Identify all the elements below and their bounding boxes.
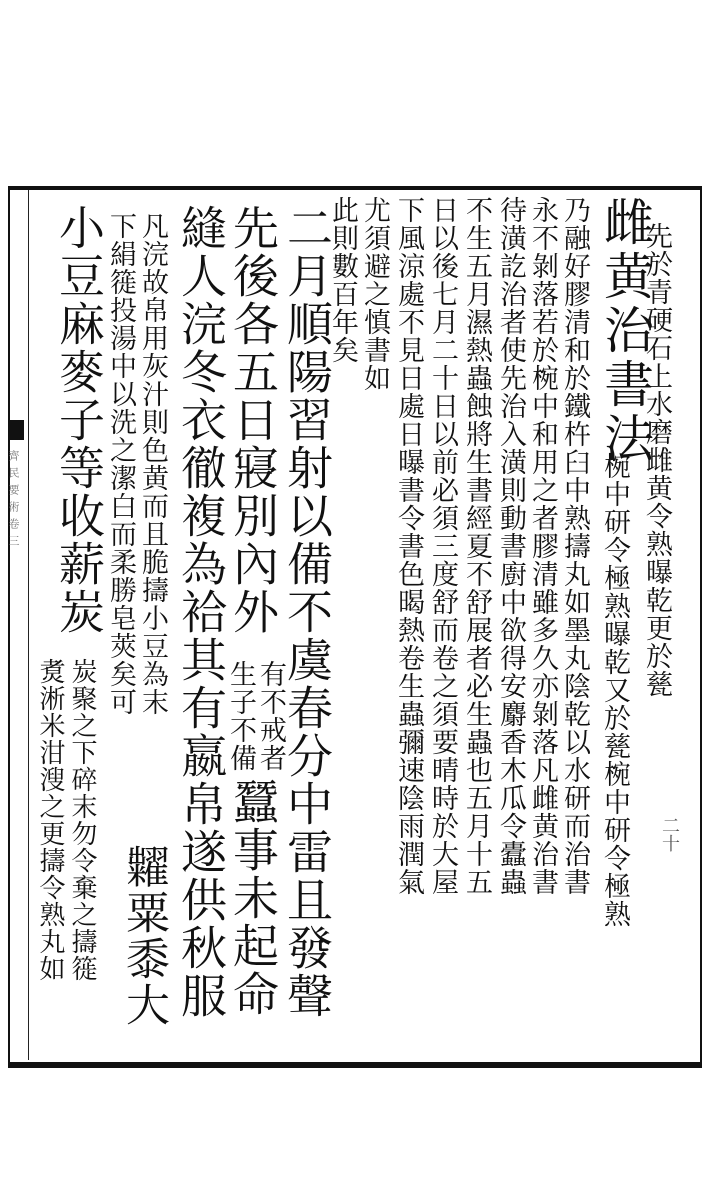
frame-bottom-border [8,1062,702,1068]
note-column-8-right: 炭聚之下碎末勿令棄之擣簁 [67,658,97,982]
text-column-4: 不生五月濕熱蟲蝕將生書經夏不舒展者必生蟲也五月十五 [461,196,492,896]
text-column-6: 下風涼處不見日處日曝書令書色暍熱卷生蟲彌速陰雨潤氣 [393,196,424,896]
main-column-3-tail: 蠶事未起命 [226,778,280,1018]
text-column-5: 日以後七月二十日以前必須三度舒而卷之須要晴時於大屋 [427,196,458,896]
note-column-5: 凡浣故帛用灰汁則色黄而且脆擣小豆為末 [137,212,168,716]
section-title: 雌黄治書法 [596,196,654,466]
main-column-7: 小豆麻麥子等收薪炭 [52,204,106,636]
folio-number: 二十 [659,816,680,852]
spine-title: 齊民要術卷三 [7,450,20,552]
note-column-6: 下絹簁投湯中以洗之潔白而柔勝皂莢矣可 [105,212,136,716]
note-column-8-left: 煑淅米泔溲之更擣令熟丸如 [35,658,65,982]
main-column-5-tail: 糶粟黍大 [118,844,169,1028]
main-column-4: 縫人浣冬衣徹複為袷其有嬴帛遂供秋服 [174,204,228,1020]
main-column-3-head: 先後各五日寢別內外 [226,204,280,636]
main-column-3-note-left: 生子不備 [225,660,256,772]
main-column-2: 二月順陽習射以備不虞春分中雷且發聲 [280,204,334,1020]
text-column-3: 待潢訖治者使先治入潢則動書廚中欲得安麝香木瓜令蠹蟲 [495,196,526,896]
text-column-1: 乃融好膠清和於鐵杵臼中熟擣丸如墨丸陰乾以水研而治書 [559,196,590,896]
text-column-2: 永不剝落若於椀中和用之者膠清雖多久亦剝落凡雌黄治書 [527,196,558,896]
text-column-7: 尤須避之慎書如 [359,196,390,392]
text-column-8: 此則數百年矣 [327,196,358,364]
title-note-left: 椀中研令極熟曝乾又於甆椀中研令極熟 [599,452,630,928]
fold-margin [8,420,24,1060]
title-note-right: 先於青硬石上水磨雌黄令熟曝乾更於甆 [641,222,672,698]
fish-tail-mark [8,420,24,440]
margin-rule [28,190,29,1060]
main-column-3-note-right: 有不戒者 [255,660,286,772]
